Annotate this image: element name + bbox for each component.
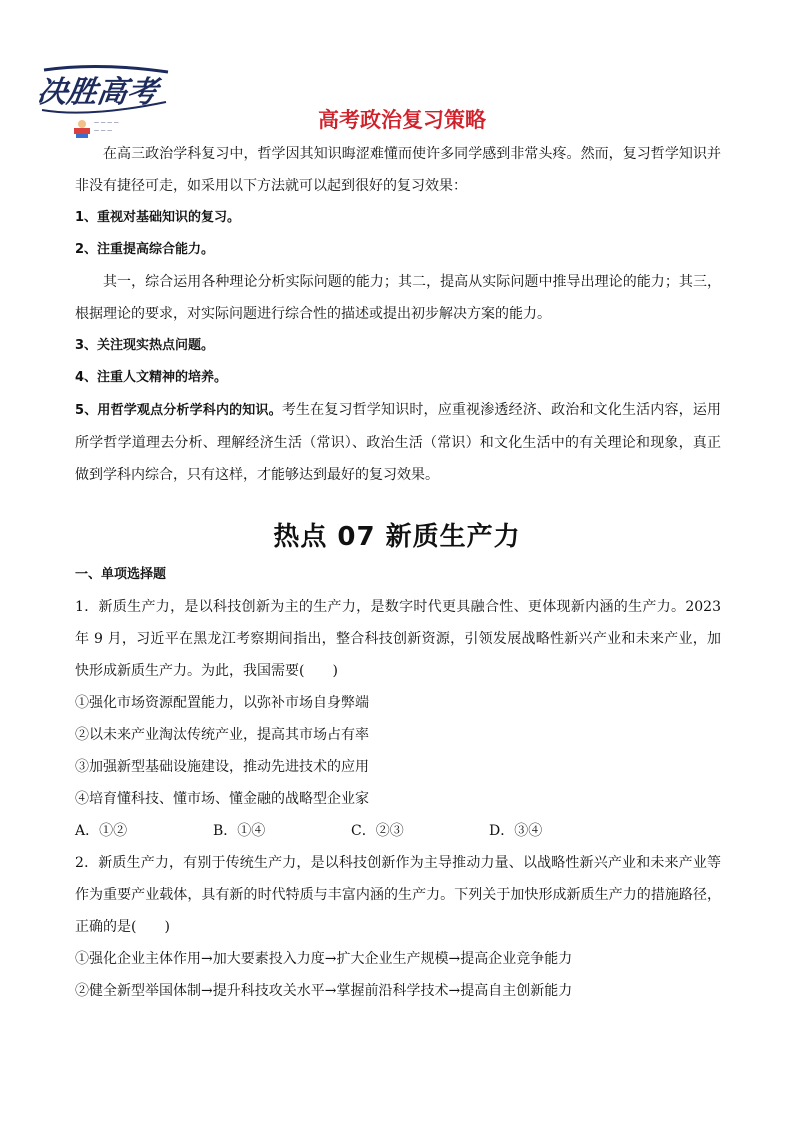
tip-2-body: 其一，综合运用各种理论分析实际问题的能力；其二，提高从实际问题中推导出理论的能力；其三，根据理论的要求，对实际问题进行综合性的描述或提出初步解决方案的能力。 (75, 274, 721, 322)
strategy-section (75, 138, 721, 491)
option-d: D．③④ (489, 823, 543, 839)
tip-1: 1、重视对基础知识的复习。 (75, 210, 241, 225)
question-1-item: ②以未来产业淘汰传统产业，提高其市场占有率 (75, 727, 369, 743)
tip-5-body: 考生在复习哲学知识时，应重视渗透经济、政治和文化生活内容，运用所学哲学道理去分析、理解经济生活（常识）、政治生活（常识）和文化生活中的有关理论和现象，真正做到学科内综合，只有这样，才能够达到最好的复习效果。 (75, 402, 721, 483)
logo-text: 决胜高考 (38, 75, 160, 110)
section-title: 热点 07 新质生产力 (273, 522, 521, 552)
tip-4: 4、注重人文精神的培养。 (75, 370, 228, 385)
question-2-item: ①强化企业主体作用→加大要素投入力度→扩大企业生产规模→提高企业竞争能力 (75, 951, 573, 967)
option-c: C．②③ (351, 823, 404, 839)
part-heading: 一、单项选择题 (75, 567, 167, 582)
tip-2: 2、注重提高综合能力。 (75, 242, 215, 257)
question-1-item: ③加强新型基础设施建设，推动先进技术的应用 (75, 759, 369, 775)
tip-5-heading: 5、用哲学观点分析学科内的知识。 (75, 403, 282, 418)
tip-5 (75, 394, 721, 491)
question-2-item: ②健全新型举国体制→提升科技攻关水平→掌握前沿科学技术→提高自主创新能力 (75, 983, 573, 999)
svg-text:— — —: — — — (94, 128, 113, 134)
question-2-stem: 2．新质生产力，有别于传统生产力，是以科技创新作为主导推动力量、以战略性新兴产业和未来产业等作为重要产业载体，具有新的时代特质与丰富内涵的生产力。下列关于加快形成新质生产力的措施路径，正确的是( ) (75, 855, 721, 935)
document-title: 高考政治复习策略 (318, 108, 486, 132)
question-1-options (75, 815, 721, 847)
questions-section (75, 559, 721, 1007)
question-1-item: ①强化市场资源配置能力，以弥补市场自身弊端 (75, 695, 369, 711)
question-1-stem: 1．新质生产力，是以科技创新为主的生产力，是数字时代更具融合性、更体现新内涵的生产力。2023 年 9 月，习近平在黑龙江考察期间指出，整合科技创新资源，引领发展战略性新兴产业和未来产业，加快形成新质生产力。为此，我国需要( ) (75, 599, 721, 679)
option-a: A．①② (75, 823, 128, 839)
svg-text:— — — —: — — — — (94, 120, 119, 126)
question-1-item: ④培育懂科技、懂市场、懂金融的战略型企业家 (75, 791, 369, 807)
tip-3: 3、关注现实热点问题。 (75, 338, 215, 353)
intro-paragraph: 在高三政治学科复习中，哲学因其知识晦涩难懂而使许多同学感到非常头疼。然而，复习哲学知识并非没有捷径可走，如采用以下方法就可以起到很好的复习效果： (75, 146, 721, 194)
option-b: B．①④ (213, 823, 266, 839)
